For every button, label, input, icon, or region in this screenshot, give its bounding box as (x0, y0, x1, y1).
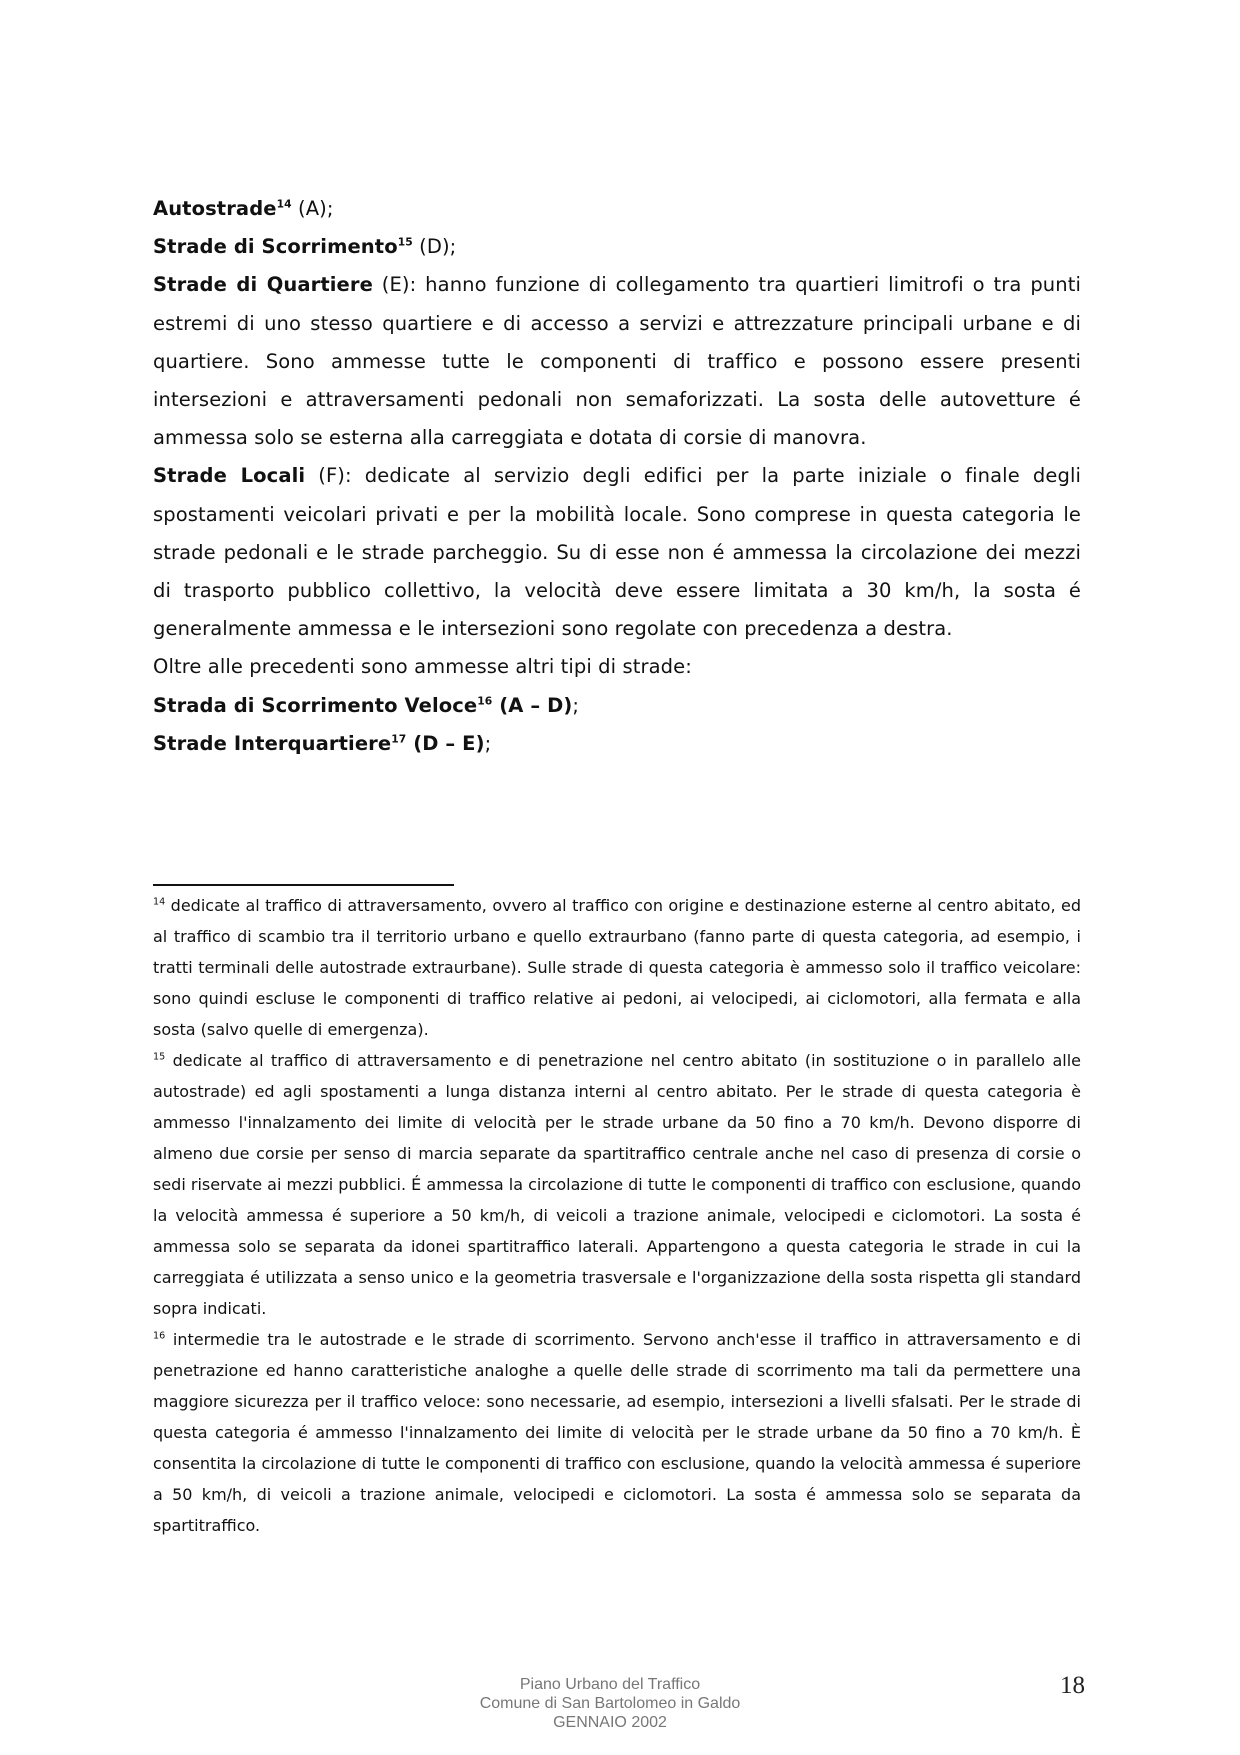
footer-line-3: GENNAIO 2002 (553, 1714, 667, 1731)
main-text (153, 190, 1081, 763)
paragraph-text: (F): dedicate al servizio degli edifici per la parte iniziale o finale degli spostamenti veicolari privati e per la mobilità locale. Sono comprese in questa categoria le strade pedonali e le strade parcheggio. Su di esse non é ammessa la circolazione dei mezzi di trasporto pubblico collettivo, la velocità deve essere limitata a 30 km/h, la sosta é generalmente ammessa e le intersezioni sono regolate con precedenza a destra. (153, 464, 1081, 641)
term-autostrade: Autostrade (153, 197, 277, 220)
footnote-number: 15 (153, 1051, 166, 1063)
term-strade-locali: Strade Locali (153, 464, 306, 488)
paragraph-strade-scorrimento (153, 228, 1081, 266)
footnote-ref-15[interactable]: 15 (397, 235, 413, 249)
paragraph-text: (D); (412, 235, 457, 259)
footnote-ref-16[interactable]: 16 (477, 694, 493, 708)
footer-line-2: Comune di San Bartolomeo in Galdo (479, 1695, 741, 1712)
paragraph-text: (E): hanno funzione di collegamento tra quartieri limitrofi o tra punti estremi di uno stesso quartiere e di accesso a servizi e attrezzature principali urbane e di quartiere. Sono ammesse tutte le componenti di traffico e possono essere presenti intersezioni e attraversamenti pedonali non semaforizzati. La sosta delle autovetture é ammessa solo se esterna alla carreggiata e dotata di corsie di manovra. (153, 273, 1081, 450)
term-class: (D – E) (406, 731, 485, 755)
paragraph-autostrade (153, 190, 1081, 228)
footnote-14 (153, 890, 1081, 1045)
footnote-divider (153, 884, 454, 886)
term-interquartiere: Strade Interquartiere (153, 731, 392, 755)
footnotes (153, 890, 1081, 1541)
page-number: 18 (1060, 1672, 1085, 1699)
footer-line-1: Piano Urbano del Traffico (519, 1676, 701, 1693)
term-class: (A – D) (492, 693, 573, 717)
term-scorrimento-veloce: Strada di Scorrimento Veloce (153, 693, 478, 717)
footnote-ref-14[interactable]: 14 (276, 197, 292, 211)
paragraph-text: ; (484, 731, 492, 755)
footnote-ref-17[interactable]: 17 (391, 732, 407, 746)
footnote-text: dedicate al traffico di attraversamento e di penetrazione nel centro abitato (in sostituzione o in parallelo alle autostrade) ed agli spostamenti a lunga distanza interni al centro abitato. Per le strade di questa categoria è ammesso l'innalzamento dei limite di velocità per le strade urbane da 50 fino a 70 km/h. Devono disporre di almeno due corsie per senso di marcia separate da spartitraffico centrale anche nel caso di presenza di corsie o sedi riservate ai mezzi pubblici. É ammessa la circolazione di tutte le componenti di traffico con esclusione, quando la velocità ammessa é superiore a 50 km/h, di veicoli a trazione animale, velocipedi e ciclomotori. La sosta é ammessa solo se separata da idonei spartitraffico laterali. Appartengono a questa categoria le strade in cui la carreggiata é utilizzata a senso unico e la geometria trasversale e l'organizzazione della sosta rispetta gli standard sopra indicati. (153, 1051, 1081, 1318)
footnote-text: dedicate al traffico di attraversamento, ovvero al traffico con origine e destinazione esterne al centro abitato, ed al traffico di scambio tra il territorio urbano e quello extraurbano (fanno parte di questa categoria, ad esempio, i tratti terminali delle autostrade extraurbane). Sulle strade di questa categoria è ammesso solo il traffico veicolare: sono quindi escluse le componenti di traffico relative ai pedoni, ai velocipedi, ai ciclomotori, alla fermata e alla sosta (salvo quelle di emergenza). (153, 896, 1081, 1039)
footnote-16 (153, 1324, 1081, 1541)
paragraph-strade-locali (153, 457, 1081, 648)
paragraph-oltre: Oltre alle precedenti sono ammesse altri tipi di strade: (153, 655, 692, 679)
paragraph-text: ; (572, 693, 580, 717)
footnote-number: 14 (153, 896, 166, 908)
term-strade-quartiere: Strade di Quartiere (153, 273, 373, 297)
term-strade-scorrimento: Strade di Scorrimento (153, 235, 398, 259)
page-footer (400, 1675, 820, 1732)
paragraph-interquartiere (153, 725, 1081, 763)
footnote-number: 16 (153, 1330, 166, 1342)
paragraph-scorrimento-veloce (153, 687, 1081, 725)
paragraph-strade-quartiere (153, 266, 1081, 457)
paragraph-text: (A); (291, 197, 334, 220)
footnote-15 (153, 1045, 1081, 1324)
footnote-text: intermedie tra le autostrade e le strade di scorrimento. Servono anch'esse il traffico in attraversamento e di penetrazione ed hanno caratteristiche analoghe a quelle delle strade di scorrimento ma tali da permettere una maggiore sicurezza per il traffico veloce: sono necessarie, ad esempio, intersezioni a livelli sfalsati. Per le strade di questa categoria é ammesso l'innalzamento dei limite di velocità per le strade urbane da 50 fino a 70 km/h. È consentita la circolazione di tutte le componenti di traffico con esclusione, quando la velocità ammessa é superiore a 50 km/h, di veicoli a trazione animale, velocipedi e ciclomotori. La sosta é ammessa solo se separata da spartitraffico. (153, 1330, 1081, 1535)
